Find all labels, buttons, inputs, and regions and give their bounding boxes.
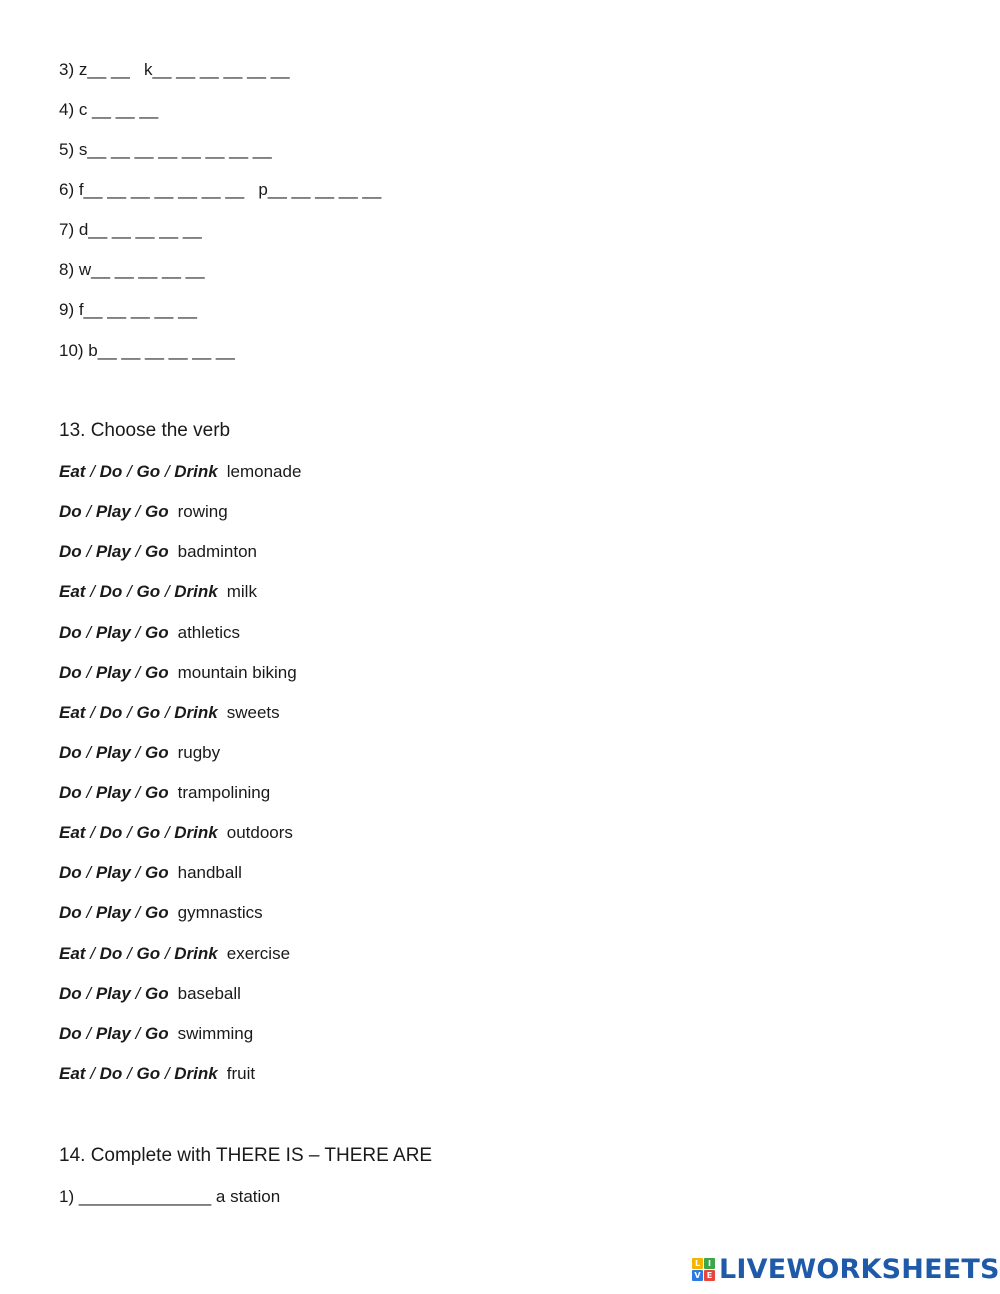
verb-option[interactable]: Eat <box>59 462 86 481</box>
option-separator: / <box>130 502 145 521</box>
verb-option[interactable]: Drink <box>174 462 218 481</box>
option-separator: / <box>81 1024 96 1043</box>
option-separator: / <box>81 623 96 642</box>
spelling-item: 5) s__ __ __ __ __ __ __ __ <box>59 140 272 159</box>
verb-choice-item <box>59 703 280 723</box>
verb-option[interactable]: Eat <box>59 944 86 963</box>
verb-options[interactable] <box>59 663 169 682</box>
liveworksheets-logo <box>692 1252 1000 1286</box>
verb-option[interactable]: Eat <box>59 582 86 601</box>
verb-choice-item <box>59 462 301 482</box>
verb-option[interactable]: Do <box>99 462 123 481</box>
verb-option[interactable]: Do <box>99 823 123 842</box>
verb-option[interactable]: Eat <box>59 1064 86 1083</box>
verb-object: exercise <box>226 944 291 963</box>
verb-choice-item <box>59 582 257 602</box>
verb-option[interactable]: Eat <box>59 703 86 722</box>
option-separator: / <box>81 984 96 1003</box>
verb-options[interactable] <box>59 623 169 642</box>
verb-object: lemonade <box>226 462 302 481</box>
verb-option[interactable]: Play <box>95 623 131 642</box>
spelling-item: 4) c __ __ __ <box>59 100 159 119</box>
verb-option[interactable]: Drink <box>174 703 218 722</box>
option-separator: / <box>130 1024 145 1043</box>
verb-option[interactable]: Do <box>99 1064 123 1083</box>
verb-options[interactable] <box>59 542 169 561</box>
logo-mark-tile: I <box>704 1258 715 1269</box>
option-separator: / <box>122 944 137 963</box>
option-separator: / <box>122 703 137 722</box>
verb-options[interactable] <box>59 903 169 922</box>
option-separator: / <box>85 703 100 722</box>
option-separator: / <box>85 1064 100 1083</box>
verb-object: athletics <box>177 623 240 642</box>
verb-object: handball <box>177 863 242 882</box>
option-separator: / <box>81 743 96 762</box>
option-separator: / <box>130 663 145 682</box>
verb-option[interactable]: Do <box>99 582 123 601</box>
verb-object: mountain biking <box>177 663 297 682</box>
verb-choice-item <box>59 1024 253 1044</box>
verb-option[interactable]: Go <box>136 823 161 842</box>
option-separator: / <box>130 623 145 642</box>
logo-mark-tile: V <box>692 1270 703 1281</box>
verb-option[interactable]: Do <box>99 944 123 963</box>
verb-object: baseball <box>177 984 241 1003</box>
verb-choice-item <box>59 663 297 683</box>
option-separator: / <box>130 542 145 561</box>
option-separator: / <box>130 783 145 802</box>
verb-options[interactable] <box>59 863 169 882</box>
verb-option[interactable]: Go <box>136 944 161 963</box>
verb-options[interactable] <box>59 944 218 963</box>
verb-option[interactable]: Do <box>59 502 82 521</box>
verb-options[interactable] <box>59 1024 169 1043</box>
verb-choice-item <box>59 863 242 883</box>
logo-mark-tile: L <box>692 1258 703 1269</box>
option-separator: / <box>81 542 96 561</box>
verb-option[interactable]: Go <box>145 542 169 561</box>
verb-option[interactable]: Do <box>59 903 82 922</box>
verb-options[interactable] <box>59 743 169 762</box>
option-separator: / <box>160 944 175 963</box>
verb-option[interactable]: Go <box>145 1024 169 1043</box>
verb-option[interactable]: Do <box>59 743 82 762</box>
verb-options[interactable] <box>59 582 218 601</box>
verb-option[interactable]: Play <box>95 743 131 762</box>
verb-object: badminton <box>177 542 257 561</box>
verb-option[interactable]: Do <box>99 703 123 722</box>
verb-option[interactable]: Eat <box>59 823 86 842</box>
verb-options[interactable] <box>59 984 169 1003</box>
spelling-item: 8) w__ __ __ __ __ <box>59 260 205 279</box>
verb-option[interactable]: Do <box>59 863 82 882</box>
verb-option[interactable]: Drink <box>174 823 218 842</box>
verb-option[interactable]: Go <box>145 663 169 682</box>
option-separator: / <box>81 783 96 802</box>
option-separator: / <box>81 663 96 682</box>
verb-option[interactable]: Go <box>145 903 169 922</box>
verb-option[interactable]: Go <box>136 703 161 722</box>
verb-option[interactable]: Do <box>59 783 82 802</box>
option-separator: / <box>81 502 96 521</box>
verb-option[interactable]: Play <box>95 1024 131 1043</box>
option-separator: / <box>85 462 100 481</box>
verb-object: trampolining <box>177 783 271 802</box>
verb-options[interactable] <box>59 462 218 481</box>
verb-option[interactable]: Go <box>145 502 169 521</box>
verb-option[interactable]: Go <box>145 984 169 1003</box>
verb-options[interactable] <box>59 703 218 722</box>
verb-option[interactable]: Do <box>59 542 82 561</box>
verb-option[interactable]: Go <box>145 783 169 802</box>
option-separator: / <box>122 823 137 842</box>
spelling-item: 6) f__ __ __ __ __ __ __ p__ __ __ __ __ <box>59 180 382 199</box>
option-separator: / <box>130 984 145 1003</box>
verb-choice-item <box>59 1064 255 1084</box>
verb-option[interactable]: Play <box>95 542 131 561</box>
verb-object: sweets <box>226 703 280 722</box>
verb-option[interactable]: Go <box>145 623 169 642</box>
logo-mark-icon <box>692 1258 715 1281</box>
verb-option[interactable]: Play <box>95 783 131 802</box>
verb-choice-item <box>59 542 257 562</box>
verb-option[interactable]: Go <box>145 743 169 762</box>
verb-object: outdoors <box>226 823 293 842</box>
option-separator: / <box>160 582 175 601</box>
verb-object: rugby <box>177 743 221 762</box>
verb-options[interactable] <box>59 783 169 802</box>
option-separator: / <box>81 863 96 882</box>
section-14-title: 14. Complete with THERE IS – THERE ARE <box>59 1145 433 1166</box>
verb-options[interactable] <box>59 823 218 842</box>
option-separator: / <box>122 462 137 481</box>
verb-option[interactable]: Go <box>145 863 169 882</box>
section-13-title: 13. Choose the verb <box>59 420 231 441</box>
option-separator: / <box>130 863 145 882</box>
verb-option[interactable]: Drink <box>174 582 218 601</box>
verb-object: gymnastics <box>177 903 263 922</box>
verb-choice-item <box>59 903 263 923</box>
option-separator: / <box>85 823 100 842</box>
verb-options[interactable] <box>59 502 169 521</box>
verb-object: swimming <box>177 1024 254 1043</box>
verb-choice-item <box>59 783 270 803</box>
verb-option[interactable]: Do <box>59 984 82 1003</box>
verb-option[interactable]: Play <box>95 663 131 682</box>
option-separator: / <box>130 903 145 922</box>
verb-option[interactable]: Drink <box>174 1064 218 1083</box>
logo-text: LIVEWORKSHEETS <box>719 1253 1000 1285</box>
option-separator: / <box>160 703 175 722</box>
verb-object: fruit <box>226 1064 256 1083</box>
verb-option[interactable]: Do <box>59 1024 82 1043</box>
there-is-item: 1) ______________ a station <box>59 1187 281 1206</box>
verb-object: rowing <box>177 502 228 521</box>
verb-option[interactable]: Go <box>136 582 161 601</box>
verb-object: milk <box>226 582 257 601</box>
verb-option[interactable]: Do <box>59 663 82 682</box>
verb-option[interactable]: Play <box>95 502 131 521</box>
verb-choice-item <box>59 944 290 964</box>
verb-choice-item <box>59 743 220 763</box>
verb-option[interactable]: Go <box>136 1064 161 1083</box>
spelling-item: 3) z__ __ k__ __ __ __ __ __ <box>59 60 290 79</box>
verb-options[interactable] <box>59 1064 218 1083</box>
verb-choice-item <box>59 502 228 522</box>
spelling-item: 9) f__ __ __ __ __ <box>59 300 198 319</box>
verb-choice-item <box>59 984 241 1004</box>
verb-option[interactable]: Play <box>95 903 131 922</box>
logo-mark-tile: E <box>704 1270 715 1281</box>
option-separator: / <box>122 1064 137 1083</box>
verb-option[interactable]: Do <box>59 623 82 642</box>
option-separator: / <box>160 1064 175 1083</box>
option-separator: / <box>81 903 96 922</box>
option-separator: / <box>160 462 175 481</box>
verb-option[interactable]: Play <box>95 863 131 882</box>
option-separator: / <box>122 582 137 601</box>
option-separator: / <box>85 944 100 963</box>
verb-option[interactable]: Drink <box>174 944 218 963</box>
option-separator: / <box>130 743 145 762</box>
option-separator: / <box>160 823 175 842</box>
spelling-item: 10) b__ __ __ __ __ __ <box>59 341 235 360</box>
verb-option[interactable]: Play <box>95 984 131 1003</box>
verb-choice-item <box>59 623 240 643</box>
spelling-item: 7) d__ __ __ __ __ <box>59 220 202 239</box>
option-separator: / <box>85 582 100 601</box>
verb-option[interactable]: Go <box>136 462 161 481</box>
verb-choice-item <box>59 823 293 843</box>
